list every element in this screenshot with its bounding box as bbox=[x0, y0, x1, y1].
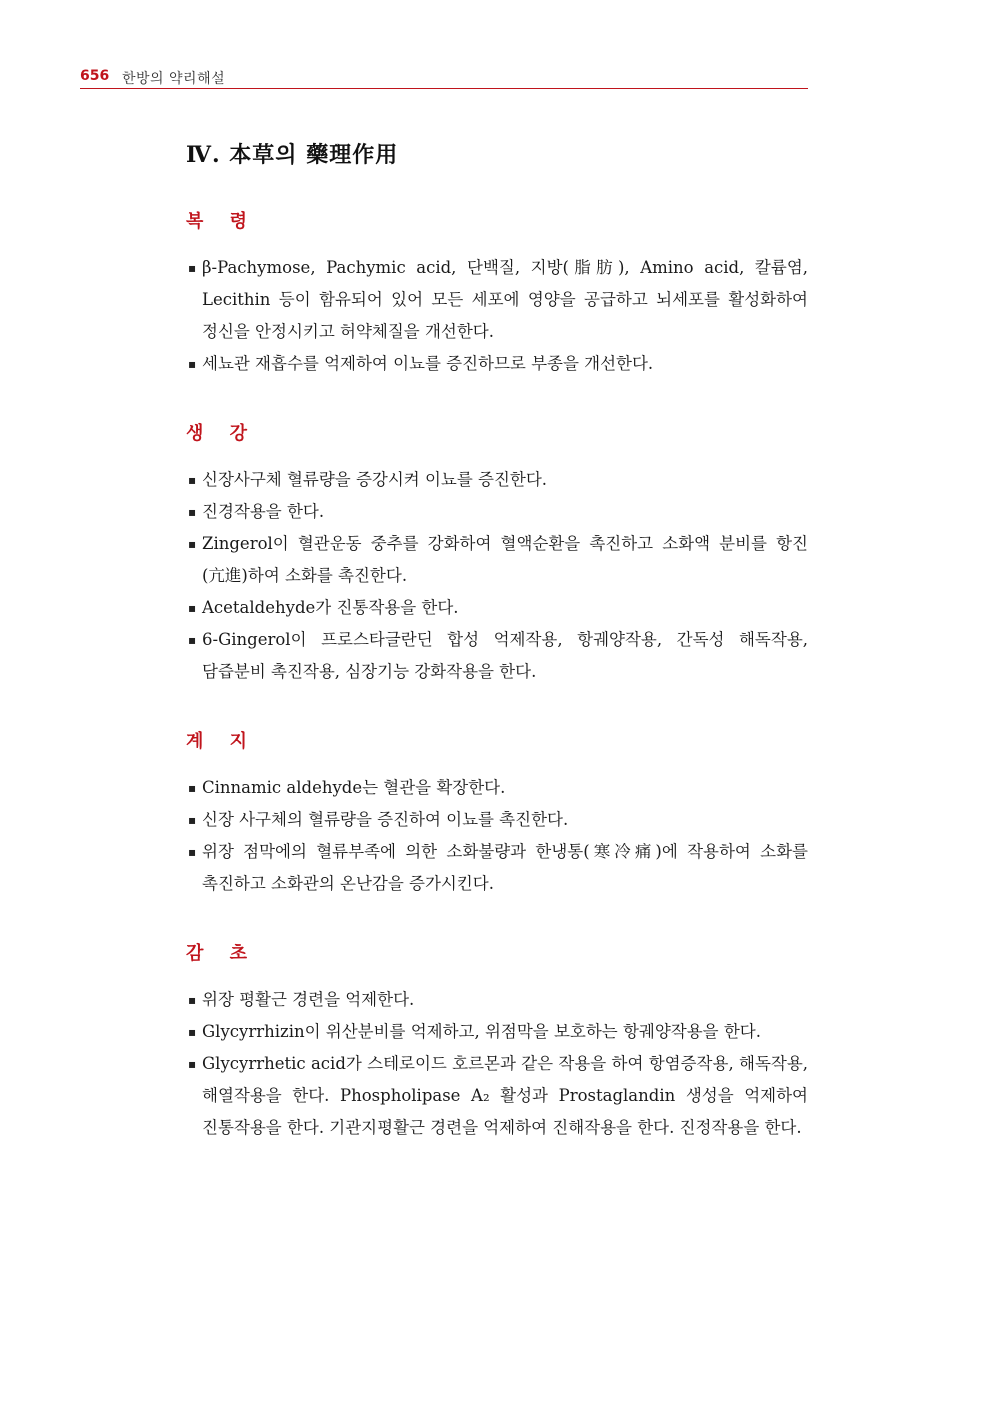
list-item bbox=[186, 804, 808, 836]
bullet-icon: ▪ bbox=[188, 993, 197, 1007]
item-list bbox=[186, 252, 808, 380]
list-item-text: 위장 점막에의 혈류부족에 의한 소화불량과 한냉통(寒冷痛)에 작용하여 소화를 촉진하고 소화관의 온난감을 증가시킨다. bbox=[202, 842, 808, 893]
item-list bbox=[186, 984, 808, 1144]
list-item bbox=[186, 624, 808, 688]
list-item-text: Glycyrrhizin이 위산분비를 억제하고, 위점막을 보호하는 항궤양작용을 한다. bbox=[202, 1022, 761, 1041]
list-item bbox=[186, 836, 808, 900]
page-number: 656 bbox=[80, 68, 110, 84]
section-gyeji bbox=[186, 730, 808, 900]
bullet-icon: ▪ bbox=[188, 601, 197, 615]
section-bokryeong bbox=[186, 210, 808, 380]
list-item-text: β-Pachymose, Pachymic acid, 단백질, 지방(脂肪), Amino acid, 칼륨염, Lecithin 등이 함유되어 있어 모든 세포에 영양을 공급하고 뇌세포를 활성화하여 정신을 안정시키고 허약체질을 개선한다. bbox=[202, 258, 808, 341]
list-item-text: 위장 평활근 경련을 억제한다. bbox=[202, 990, 415, 1009]
list-item bbox=[186, 348, 808, 380]
list-item bbox=[186, 772, 808, 804]
list-item bbox=[186, 1016, 808, 1048]
bullet-icon: ▪ bbox=[188, 537, 197, 551]
section-title: 계 지 bbox=[186, 731, 258, 752]
list-item bbox=[186, 984, 808, 1016]
chapter-title: Ⅳ. 本草의 藥理作用 bbox=[186, 142, 399, 168]
running-title: 한방의 약리해설 bbox=[122, 71, 226, 87]
list-item-text: 6-Gingerol이 프로스타글란딘 합성 억제작용, 항궤양작용, 간독성 해독작용, 담즙분비 촉진작용, 심장기능 강화작용을 한다. bbox=[202, 630, 808, 681]
item-list bbox=[186, 464, 808, 688]
list-item-text: Glycyrrhetic acid가 스테로이드 호르몬과 같은 작용을 하여 항염증작용, 해독작용, 해열작용을 한다. Phospholipase A₂ 활성과 Prostaglandin 생성을 억제하여 진통작용을 한다. 기관지평활근 경련을 억제하여 진해작용을 한다. 진정작용을 한다. bbox=[202, 1054, 808, 1137]
section-title: 생 강 bbox=[186, 423, 258, 444]
list-item bbox=[186, 496, 808, 528]
item-list bbox=[186, 772, 808, 900]
list-item bbox=[186, 528, 808, 592]
bullet-icon: ▪ bbox=[188, 261, 197, 275]
bullet-icon: ▪ bbox=[188, 505, 197, 519]
bullet-icon: ▪ bbox=[188, 781, 197, 795]
bullet-icon: ▪ bbox=[188, 1057, 197, 1071]
section-title: 복 령 bbox=[186, 211, 258, 232]
bullet-icon: ▪ bbox=[188, 813, 197, 827]
bullet-icon: ▪ bbox=[188, 473, 197, 487]
list-item-text: 신장사구체 혈류량을 증강시켜 이뇨를 증진한다. bbox=[202, 470, 548, 489]
section-title: 감 초 bbox=[186, 943, 258, 964]
list-item-text: Acetaldehyde가 진통작용을 한다. bbox=[202, 598, 459, 617]
list-item-text: Zingerol이 혈관운동 중추를 강화하여 혈액순환을 촉진하고 소화액 분비를 항진(亢進)하여 소화를 촉진한다. bbox=[202, 534, 808, 585]
bullet-icon: ▪ bbox=[188, 357, 197, 371]
list-item bbox=[186, 252, 808, 348]
list-item bbox=[186, 592, 808, 624]
list-item-text: 진경작용을 한다. bbox=[202, 502, 325, 521]
section-saenggang bbox=[186, 422, 808, 688]
list-item bbox=[186, 1048, 808, 1144]
list-item bbox=[186, 464, 808, 496]
list-item-text: Cinnamic aldehyde는 혈관을 확장한다. bbox=[202, 778, 506, 797]
bullet-icon: ▪ bbox=[188, 1025, 197, 1039]
page-header bbox=[80, 64, 808, 89]
bullet-icon: ▪ bbox=[188, 633, 197, 647]
section-gamcho bbox=[186, 942, 808, 1144]
list-item-text: 세뇨관 재흡수를 억제하여 이뇨를 증진하므로 부종을 개선한다. bbox=[202, 354, 654, 373]
content-body bbox=[186, 210, 808, 1186]
list-item-text: 신장 사구체의 혈류량을 증진하여 이뇨를 촉진한다. bbox=[202, 810, 569, 829]
bullet-icon: ▪ bbox=[188, 845, 197, 859]
